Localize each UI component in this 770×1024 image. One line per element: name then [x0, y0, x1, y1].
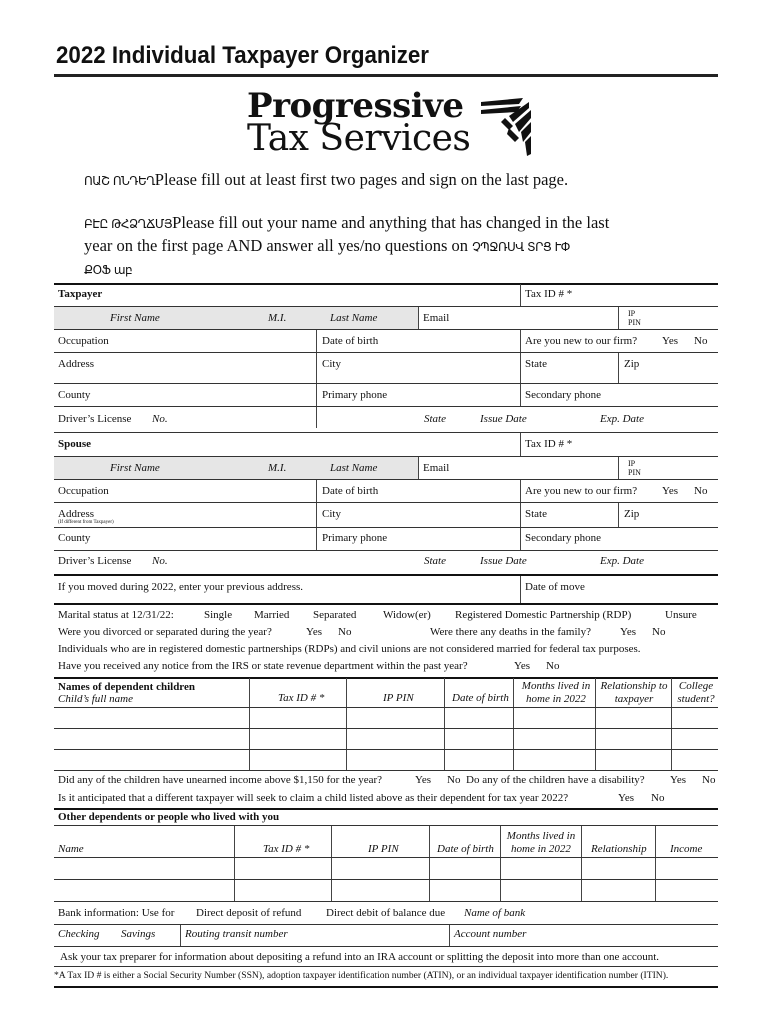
marital-rdp[interactable]: Registered Domestic Partnership (RDP) — [455, 609, 632, 621]
notice-no[interactable]: No — [546, 660, 560, 672]
logo-line-1: Progressive — [247, 86, 464, 126]
others-ip-pin: IP PIN — [368, 843, 399, 855]
spouse-secondary-phone[interactable]: Secondary phone — [525, 532, 602, 544]
direct-deposit-option[interactable]: Direct deposit of refund — [196, 907, 302, 919]
spouse-address-note: (If different from Taxpayer) — [58, 520, 114, 525]
claim-yes[interactable]: Yes — [618, 792, 635, 804]
intro-garbled-2c: ՔՕՖ աբ — [84, 263, 133, 277]
taxid-footnote: *A Tax ID # is either a Social Security Number (SSN), adoption taxpayer identification number (ATIN), or an individual taxpayer identification number (ITIN). — [54, 970, 669, 981]
children-dob: Date of birth — [452, 692, 509, 704]
notice-question: Have you received any notice from the IRS or state revenue department within the past year? — [58, 660, 468, 672]
disability-no[interactable]: No — [702, 774, 716, 786]
others-header: Other dependents or people who lived with you — [58, 811, 280, 823]
taxpayer-new-yes[interactable]: Yes — [662, 335, 679, 347]
others-relationship: Relationship — [591, 843, 647, 855]
spouse-new-yes[interactable]: Yes — [662, 485, 679, 497]
table-row[interactable] — [54, 770, 718, 771]
taxpayer-secondary-phone[interactable]: Secondary phone — [525, 389, 602, 401]
spouse-zip[interactable]: Zip — [624, 508, 640, 520]
spouse-county[interactable]: County — [58, 532, 91, 544]
spouse-ip-pin[interactable]: IP PIN — [628, 459, 641, 477]
others-income: Income — [670, 843, 703, 855]
checking-option[interactable]: Checking — [58, 928, 100, 940]
children-full-name: Child’s full name — [58, 693, 133, 705]
claim-no[interactable]: No — [651, 792, 665, 804]
divorced-no[interactable]: No — [338, 626, 352, 638]
spouse-dl-issue[interactable]: Issue Date — [480, 555, 527, 567]
spouse-dl-state[interactable]: State — [424, 555, 446, 567]
marital-widow[interactable]: Widow(er) — [383, 609, 431, 621]
taxpayer-section-label: Taxpayer — [58, 288, 103, 300]
intro-garbled-2b: ՉՊՋՌՍՎ ՏՐՑ ՒՓ — [472, 240, 570, 254]
taxpayer-state[interactable]: State — [525, 358, 547, 370]
others-name: Name — [58, 843, 84, 855]
taxpayer-last-name[interactable]: Last Name — [330, 312, 378, 324]
taxpayer-first-name[interactable]: First Name — [110, 312, 160, 324]
rdp-note: Individuals who are in registered domestic partnerships (RDPs) and civil unions are not considered married for federal tax purposes. — [58, 643, 641, 655]
spouse-taxid-label[interactable]: Tax ID # * — [525, 438, 573, 450]
spouse-dl-exp[interactable]: Exp. Date — [600, 555, 644, 567]
moved-label[interactable]: If you moved during 2022, enter your previous address. — [58, 581, 304, 593]
taxpayer-dl-label: Driver’s License — [58, 413, 132, 425]
intro-garbled-prefix-2: ԲԷԸ ԹՀՁՂՃՄՅ — [84, 217, 173, 231]
intro-paragraph-1 — [84, 170, 568, 190]
spouse-state[interactable]: State — [525, 508, 547, 520]
spouse-address[interactable]: Address — [58, 508, 95, 520]
bank-name[interactable]: Name of bank — [464, 907, 526, 919]
spouse-dl-no[interactable]: No. — [152, 555, 168, 567]
table-row[interactable] — [54, 901, 718, 902]
moved-date[interactable]: Date of move — [525, 581, 585, 593]
intro-text-1: Please fill out at least first two pages and sign on the last page. — [154, 170, 569, 189]
unearned-no[interactable]: No — [447, 774, 461, 786]
others-dob: Date of birth — [437, 843, 494, 855]
children-college: College student? — [677, 680, 715, 705]
direct-debit-option[interactable]: Direct debit of balance due — [326, 907, 446, 919]
ira-note: Ask your tax preparer for information about depositing a refund into an IRA account or splitting the deposit into more than one account. — [60, 951, 660, 963]
marital-separated[interactable]: Separated — [313, 609, 357, 621]
intro-paragraph-2-line3 — [84, 259, 132, 279]
children-relationship: Relationship to taxpayer — [600, 680, 668, 705]
spouse-dl-label: Driver’s License — [58, 555, 132, 567]
title-rule — [54, 74, 718, 77]
page-title: 2022 Individual Taxpayer Organizer — [56, 42, 429, 69]
table-row[interactable] — [54, 728, 718, 729]
table-row[interactable] — [54, 749, 718, 750]
intro-text-2a: Please fill out your name and anything that has changed in the last — [172, 213, 610, 232]
table-row[interactable] — [54, 879, 718, 880]
intro-paragraph-2-line2 — [84, 236, 570, 256]
intro-text-2b: year on the first page AND answer all yes/no questions on — [84, 236, 468, 255]
taxpayer-taxid-label[interactable]: Tax ID # * — [525, 288, 573, 300]
taxpayer-new-no[interactable]: No — [694, 335, 708, 347]
account-number[interactable]: Account number — [454, 928, 527, 940]
savings-option[interactable]: Savings — [121, 928, 156, 940]
others-months: Months lived in home in 2022 — [506, 830, 576, 855]
disability-question: Do any of the children have a disability? — [466, 774, 645, 786]
taxpayer-city[interactable]: City — [322, 358, 341, 370]
taxpayer-dob[interactable]: Date of birth — [322, 335, 379, 347]
claim-question: Is it anticipated that a different taxpayer will seek to claim a child listed above as their dependent for tax year 2022? — [58, 792, 569, 804]
marital-single[interactable]: Single — [204, 609, 233, 621]
logo-line-2: Tax Services — [247, 118, 471, 159]
intro-garbled-prefix: ՈԱՇ ՈՆԴԵՂ — [84, 174, 155, 188]
taxpayer-primary-phone[interactable]: Primary phone — [322, 389, 388, 401]
spouse-last-name[interactable]: Last Name — [330, 462, 378, 474]
children-header: Names of dependent children — [58, 681, 195, 693]
spouse-new-firm: Are you new to our firm? — [525, 485, 638, 497]
deaths-question: Were there any deaths in the family? — [430, 626, 591, 638]
children-ip-pin: IP PIN — [383, 692, 414, 704]
intro-paragraph-2 — [84, 213, 609, 233]
taxpayer-address[interactable]: Address — [58, 358, 95, 370]
marital-unsure[interactable]: Unsure — [665, 609, 697, 621]
children-months: Months lived in home in 2022 — [521, 680, 591, 705]
disability-yes[interactable]: Yes — [670, 774, 687, 786]
marital-label: Marital status at 12/31/22: — [58, 609, 174, 621]
spouse-section-label: Spouse — [58, 438, 92, 450]
taxpayer-occupation[interactable]: Occupation — [58, 335, 109, 347]
bank-label: Bank information: Use for — [58, 907, 175, 919]
spouse-primary-phone[interactable]: Primary phone — [322, 532, 388, 544]
marital-married[interactable]: Married — [254, 609, 290, 621]
taxpayer-dl-no[interactable]: No. — [152, 413, 168, 425]
divorced-question: Were you divorced or separated during the year? — [58, 626, 272, 638]
taxpayer-dl-state[interactable]: State — [424, 413, 446, 425]
spouse-new-no[interactable]: No — [694, 485, 708, 497]
spouse-email[interactable]: Email — [423, 462, 450, 474]
taxpayer-dl-issue[interactable]: Issue Date — [480, 413, 527, 425]
spouse-first-name[interactable]: First Name — [110, 462, 160, 474]
unearned-yes[interactable]: Yes — [415, 774, 432, 786]
taxpayer-ip-pin[interactable]: IP PIN — [628, 309, 641, 327]
deaths-no[interactable]: No — [652, 626, 666, 638]
taxpayer-dl-exp[interactable]: Exp. Date — [600, 413, 644, 425]
taxpayer-email[interactable]: Email — [423, 312, 450, 324]
routing-number[interactable]: Routing transit number — [185, 928, 288, 940]
taxpayer-mi[interactable]: M.I. — [268, 312, 287, 324]
notice-yes[interactable]: Yes — [514, 660, 531, 672]
others-taxid: Tax ID # * — [263, 843, 310, 855]
logo-mark-icon — [479, 96, 533, 158]
spouse-city[interactable]: City — [322, 508, 341, 520]
spouse-dob[interactable]: Date of birth — [322, 485, 379, 497]
deaths-yes[interactable]: Yes — [620, 626, 637, 638]
taxpayer-new-firm: Are you new to our firm? — [525, 335, 638, 347]
taxpayer-county[interactable]: County — [58, 389, 91, 401]
children-taxid: Tax ID # * — [278, 692, 325, 704]
taxpayer-zip[interactable]: Zip — [624, 358, 640, 370]
divorced-yes[interactable]: Yes — [306, 626, 323, 638]
unearned-question: Did any of the children have unearned income above $1,150 for the year? — [58, 774, 383, 786]
spouse-occupation[interactable]: Occupation — [58, 485, 109, 497]
company-logo — [247, 86, 537, 162]
spouse-mi[interactable]: M.I. — [268, 462, 287, 474]
